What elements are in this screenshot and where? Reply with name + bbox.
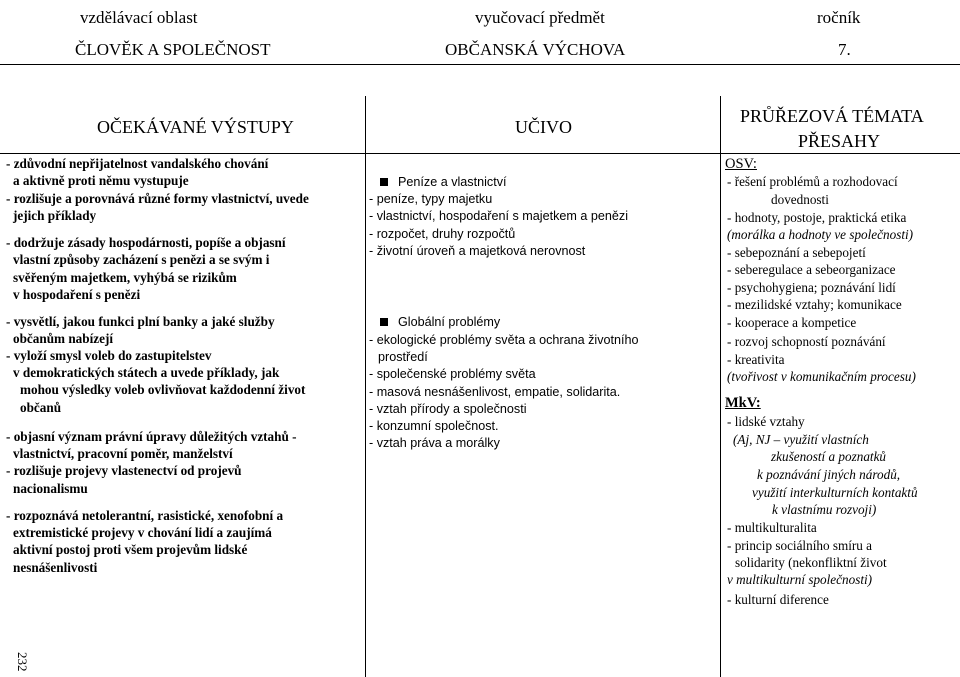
theme-item: - psychohygiena; poznávání lidí xyxy=(727,280,896,295)
title-row-rule xyxy=(0,153,960,154)
label-grade: ročník xyxy=(817,8,861,27)
curriculum-item: - masová nesnášenlivost, empatie, solidarita. xyxy=(369,385,621,399)
curriculum-item: - životní úroveň a majetková nerovnost xyxy=(369,244,586,258)
outcome-line: občanům nabízejí xyxy=(13,331,114,346)
outcome-line: vlastní způsoby zacházení s penězi a se svým i xyxy=(13,252,270,267)
curriculum-item: - vztah přírody a společnosti xyxy=(369,402,527,416)
outcome-line: svěřeným majetkem, vyhýbá se rizikům xyxy=(13,270,237,285)
theme-item: k vlastnímu rozvoji) xyxy=(772,502,877,517)
curriculum-group-title: Globální problémy xyxy=(398,315,501,329)
theme-item: (Aj, NJ – využití vlastních xyxy=(733,432,869,447)
theme-item: - rozvoj schopností poznávání xyxy=(727,334,886,349)
outcome-line: aktivní postoj proti všem projevům lidské xyxy=(13,542,248,557)
outcome-line: nacionalismu xyxy=(13,481,88,496)
outcome-line: - objasní význam právní úpravy důležitých vztahů - xyxy=(6,429,297,444)
outcome-line: - dodržuje zásady hospodárnosti, popíše a objasní xyxy=(6,235,286,250)
themes-column-title: PRŮŘEZOVÁ TÉMATA xyxy=(740,106,924,126)
column-divider-left xyxy=(365,96,366,677)
curriculum-group-globalni xyxy=(380,314,500,331)
curriculum-item: - vlastnictví, hospodaření s majetkem a penězi xyxy=(369,209,628,223)
theme-item: - kulturní diference xyxy=(727,592,829,607)
theme-item: v multikulturní společnosti) xyxy=(727,572,873,587)
curriculum-item: - konzumní společnost. xyxy=(369,419,499,433)
theme-item: - princip sociálního smíru a xyxy=(727,538,873,553)
theme-item: - kreativita xyxy=(727,352,785,367)
outcome-line: mohou výsledky voleb ovlivňovat každodenní život xyxy=(20,382,306,397)
outcome-line: extremistické projevy v chování lidí a zaujímá xyxy=(13,525,272,540)
outcome-line: - rozlišuje a porovnává různé formy vlastnictví, uvede xyxy=(6,191,309,206)
curriculum-group-title: Peníze a vlastnictví xyxy=(398,175,507,189)
outcome-line: jejich příklady xyxy=(13,208,97,223)
theme-item: - hodnoty, postoje, praktická etika xyxy=(727,210,907,225)
curriculum-item: - společenské problémy světa xyxy=(369,367,536,381)
theme-item: zkušeností a poznatků xyxy=(771,449,887,464)
column-divider-right xyxy=(720,96,721,677)
outcome-line: v hospodaření s penězi xyxy=(13,287,141,302)
outcome-line: občanů xyxy=(20,400,62,415)
curriculum-item: - ekologické problémy světa a ochrana životního xyxy=(369,333,639,347)
grade-value: 7. xyxy=(838,40,851,59)
theme-item: k poznávání jiných národů, xyxy=(757,467,901,482)
theme-item: - mezilidské vztahy; komunikace xyxy=(727,297,902,312)
outcome-line: nesnášenlivosti xyxy=(13,560,98,575)
curriculum-column-title: UČIVO xyxy=(515,117,572,137)
outcome-line: a aktivně proti němu vystupuje xyxy=(13,173,189,188)
theme-item: dovednosti xyxy=(771,192,829,207)
theme-item: - multikulturalita xyxy=(727,520,817,535)
page-number: 232 xyxy=(15,652,30,672)
theme-item: - lidské vztahy xyxy=(727,414,805,429)
outcomes-column-title: OČEKÁVANÉ VÝSTUPY xyxy=(97,117,294,137)
curriculum-item: - vztah práva a morálky xyxy=(369,436,500,450)
label-educational-area: vzdělávací oblast xyxy=(80,8,198,27)
themes-column-title-2: PŘESAHY xyxy=(798,131,881,151)
osv-label: OSV: xyxy=(725,156,757,172)
bullet-square-icon xyxy=(380,318,388,326)
outcome-line: - rozpoznává netolerantní, rasistické, xenofobní a xyxy=(6,508,284,523)
curriculum-group-peníze xyxy=(380,174,507,191)
theme-item: - seberegulace a sebeorganizace xyxy=(727,262,896,277)
theme-item: - kooperace a kompetice xyxy=(727,315,857,330)
subject-value: OBČANSKÁ VÝCHOVA xyxy=(445,40,626,59)
outcome-line: - vyloží smysl voleb do zastupitelstev xyxy=(6,348,212,363)
educational-area-value: ČLOVĚK A SPOLEČNOST xyxy=(75,40,271,59)
curriculum-item: - rozpočet, druhy rozpočtů xyxy=(369,227,516,241)
outcome-line: - rozlišuje projevy vlastenectví od projevů xyxy=(6,463,242,478)
curriculum-item: prostředí xyxy=(378,350,428,364)
theme-item: - sebepoznání a sebepojetí xyxy=(727,245,866,260)
curriculum-item: - peníze, typy majetku xyxy=(369,192,493,206)
theme-item: - řešení problémů a rozhodovací xyxy=(727,174,898,189)
outcome-line: vlastnictví, pracovní poměr, manželství xyxy=(13,446,233,461)
theme-item: (tvořivost v komunikačním procesu) xyxy=(727,369,916,384)
header-bottom-rule xyxy=(0,64,960,65)
label-subject: vyučovací předmět xyxy=(475,8,605,27)
outcome-line: - zdůvodní nepřijatelnost vandalského chování xyxy=(6,156,269,171)
theme-item: (morálka a hodnoty ve společnosti) xyxy=(727,227,914,242)
theme-item: solidarity (nekonfliktní život xyxy=(735,555,887,570)
outcome-line: - vysvětlí, jakou funkci plní banky a jaké služby xyxy=(6,314,275,329)
bullet-square-icon xyxy=(380,178,388,186)
theme-item: využití interkulturních kontaktů xyxy=(752,485,918,500)
outcome-line: v demokratických státech a uvede příklady, jak xyxy=(13,365,280,380)
mkv-label: MkV: xyxy=(725,395,761,411)
